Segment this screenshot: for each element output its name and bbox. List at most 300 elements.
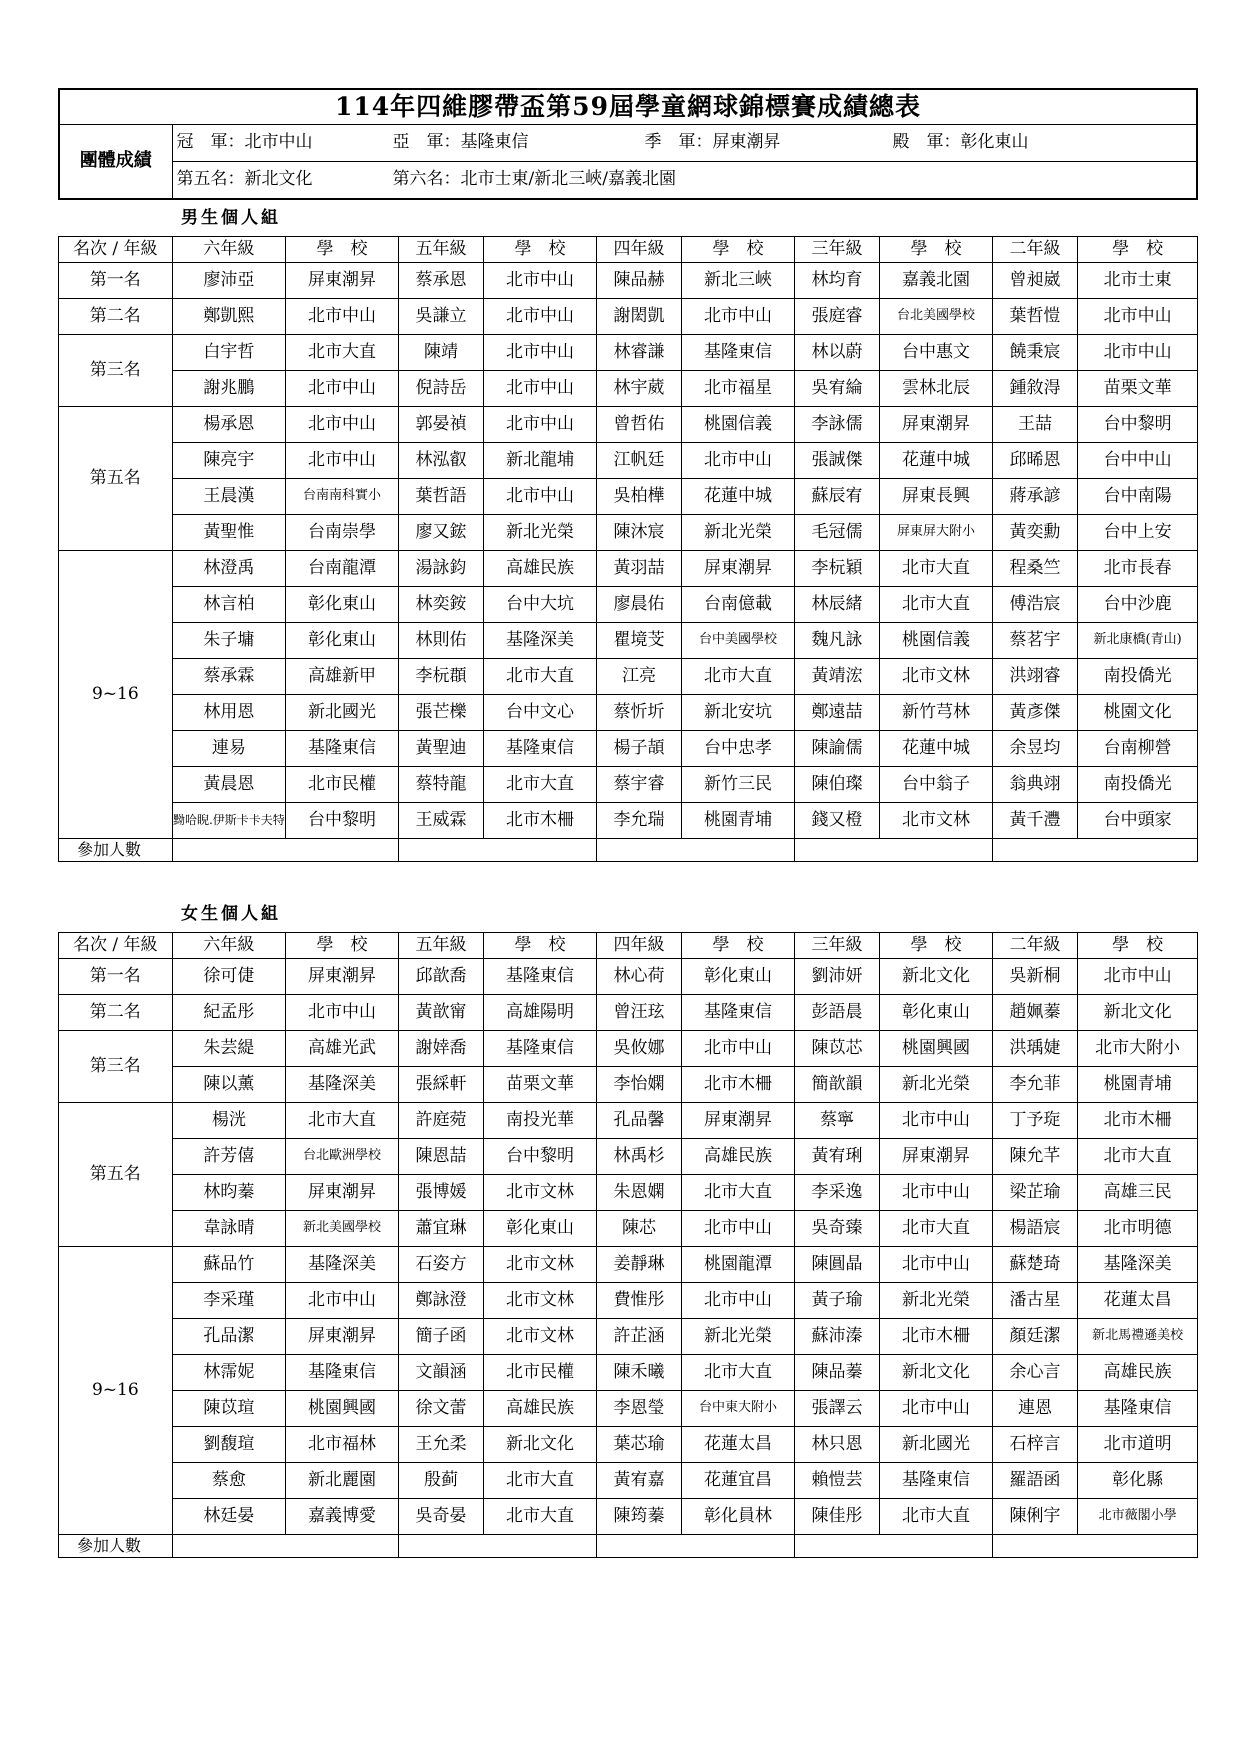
player-name-cell: 林廷晏 [172,1499,286,1535]
player-name-cell: 石梓言 [992,1427,1077,1463]
player-name-cell: 陳苡瑄 [172,1391,286,1427]
rank-cell: 第五名 [59,407,173,551]
table-row [59,1175,1198,1211]
table-row [59,1283,1198,1319]
player-name-cell: 林奕銨 [398,587,483,623]
player-name-cell: 林以蔚 [794,335,879,371]
table-row [59,443,1198,479]
school-cell: 北市民權 [484,1355,597,1391]
table-row [59,731,1198,767]
player-name-cell: 紀孟彤 [172,995,286,1031]
player-name-cell: 王喆 [992,407,1077,443]
school-cell: 北市福林 [286,1427,399,1463]
player-name-cell: 楊承恩 [172,407,286,443]
girls-section-title: 女生個人組 [181,904,281,924]
school-cell: 新北光榮 [880,1067,993,1103]
player-name-cell: 江亮 [596,659,681,695]
school-cell: 北市薇閣小學 [1078,1499,1198,1535]
player-name-cell: 葉芯瑜 [596,1427,681,1463]
team-runner-up: 亞 軍：基隆東信 [392,132,529,152]
player-name-cell: 蔡茗宇 [992,623,1077,659]
school-cell: 台中忠孝 [682,731,795,767]
player-name-cell: 張庭睿 [794,299,879,335]
school-cell: 彰化縣 [1078,1463,1198,1499]
rank-cell: 第五名 [59,1103,173,1247]
school-cell: 新竹三民 [682,767,795,803]
player-name-cell: 許庭菀 [398,1103,483,1139]
school-cell: 屏東潮昇 [286,1175,399,1211]
school-cell: 高雄民族 [484,1391,597,1427]
table-row [59,1463,1198,1499]
player-name-cell: 吳奇晏 [398,1499,483,1535]
school-cell: 北市中山 [682,1211,795,1247]
player-name-cell: 李杬頵 [398,659,483,695]
column-header: 學 校 [682,933,795,959]
school-cell: 台中黎明 [1078,407,1198,443]
player-name-cell: 劉沛妍 [794,959,879,995]
player-name-cell: 林用恩 [172,695,286,731]
school-cell: 新北龍埔 [484,443,597,479]
school-cell: 北市大直 [682,1175,795,1211]
player-name-cell: 韋詠晴 [172,1211,286,1247]
table-row [59,371,1198,407]
table-row [59,263,1198,299]
school-cell: 新北安坑 [682,695,795,731]
school-cell: 新北光榮 [880,1283,993,1319]
school-cell: 北市大直 [880,1211,993,1247]
school-cell: 台中惠文 [880,335,993,371]
school-cell: 北市大直 [286,1103,399,1139]
school-cell: 基隆東信 [484,731,597,767]
school-cell: 台中中山 [1078,443,1198,479]
player-name-cell: 吳柏樺 [596,479,681,515]
player-name-cell: 倪詩岳 [398,371,483,407]
player-name-cell: 林霈妮 [172,1355,286,1391]
player-name-cell: 鄭遠喆 [794,695,879,731]
player-name-cell: 楊語宸 [992,1211,1077,1247]
school-cell: 桃園興國 [286,1391,399,1427]
team-third: 季 軍：屏東潮昇 [644,132,781,152]
player-name-cell: 蔡忻圻 [596,695,681,731]
school-cell: 北市文林 [484,1175,597,1211]
player-name-cell: 葉哲愷 [992,299,1077,335]
player-name-cell: 蔡承霖 [172,659,286,695]
player-name-cell: 陳沐宸 [596,515,681,551]
column-header: 四年級 [596,933,681,959]
school-cell: 北市中山 [682,299,795,335]
player-name-cell: 黃靖浤 [794,659,879,695]
school-cell: 台中上安 [1078,515,1198,551]
school-cell: 北市中山 [286,995,399,1031]
boys-results-table [58,236,1198,862]
player-name-cell: 王允柔 [398,1427,483,1463]
player-name-cell: 林心荷 [596,959,681,995]
school-cell: 屏東屏大附小 [880,515,993,551]
school-cell: 嘉義博愛 [286,1499,399,1535]
player-name-cell: 李采瑾 [172,1283,286,1319]
column-header: 學 校 [880,933,993,959]
player-name-cell: 吳謙立 [398,299,483,335]
column-header: 三年級 [794,933,879,959]
school-cell: 新竹芎林 [880,695,993,731]
school-cell: 北市福星 [682,371,795,407]
player-name-cell: 蘇沛溱 [794,1319,879,1355]
participants-count-cell [172,839,398,862]
school-cell: 桃園青埔 [682,803,795,839]
rank-cell: 第一名 [59,263,173,299]
school-cell: 北市大直 [880,1499,993,1535]
player-name-cell: 費惟彤 [596,1283,681,1319]
school-cell: 高雄新甲 [286,659,399,695]
school-cell: 新北光榮 [484,515,597,551]
player-name-cell: 陳諭儒 [794,731,879,767]
player-name-cell: 朱芸緹 [172,1031,286,1067]
school-cell: 屏東潮昇 [682,551,795,587]
player-name-cell: 許芷涵 [596,1319,681,1355]
player-name-cell: 徐文蕾 [398,1391,483,1427]
rank-cell: 第二名 [59,995,173,1031]
table-row [59,995,1198,1031]
team-fourth: 殿 軍：彰化東山 [892,132,1029,152]
player-name-cell: 李恩瑩 [596,1391,681,1427]
player-name-cell: 余昱均 [992,731,1077,767]
school-cell: 新北三峽 [682,263,795,299]
table-row [59,1211,1198,1247]
school-cell: 北市大直 [286,335,399,371]
school-cell: 屏東潮昇 [286,1319,399,1355]
column-header: 三年級 [794,237,879,263]
school-cell: 新北康橋(青山) [1078,623,1198,659]
player-name-cell: 魏凡詠 [794,623,879,659]
school-cell: 屏東潮昇 [286,263,399,299]
table-row [59,1067,1198,1103]
team-fifth: 第五名：新北文化 [176,169,313,189]
team-results-line-1 [172,125,1197,162]
school-cell: 基隆深美 [286,1067,399,1103]
player-name-cell: 廖晨佑 [596,587,681,623]
school-cell: 基隆深美 [286,1247,399,1283]
player-name-cell: 黃宥嘉 [596,1463,681,1499]
player-name-cell: 彭語晨 [794,995,879,1031]
school-cell: 屏東長興 [880,479,993,515]
player-name-cell: 吳宥綸 [794,371,879,407]
player-name-cell: 余心言 [992,1355,1077,1391]
school-cell: 北市中山 [286,1283,399,1319]
school-cell: 高雄民族 [682,1139,795,1175]
school-cell: 北市士東 [1078,263,1198,299]
school-cell: 南投僑光 [1078,659,1198,695]
player-name-cell: 李怡嫻 [596,1067,681,1103]
school-cell: 台中頭家 [1078,803,1198,839]
school-cell: 花蓮中城 [880,731,993,767]
player-name-cell: 蔡承恩 [398,263,483,299]
school-cell: 北市長春 [1078,551,1198,587]
column-header: 五年級 [398,237,483,263]
school-cell: 台中沙鹿 [1078,587,1198,623]
player-name-cell: 陳允芊 [992,1139,1077,1175]
player-name-cell: 曾昶崴 [992,263,1077,299]
school-cell: 屏東潮昇 [880,1139,993,1175]
player-name-cell: 傅浩宸 [992,587,1077,623]
school-cell: 桃園龍潭 [682,1247,795,1283]
player-name-cell: 翁典翊 [992,767,1077,803]
player-name-cell: 張譯云 [794,1391,879,1427]
player-name-cell: 丁予琁 [992,1103,1077,1139]
school-cell: 北市道明 [1078,1427,1198,1463]
school-cell: 高雄光武 [286,1031,399,1067]
school-cell: 桃園文化 [1078,695,1198,731]
table-row [59,515,1198,551]
player-name-cell: 潘古星 [992,1283,1077,1319]
player-name-cell: 連易 [172,731,286,767]
player-name-cell: 陳品蓁 [794,1355,879,1391]
school-cell: 花蓮太昌 [682,1427,795,1463]
table-row [59,1391,1198,1427]
school-cell: 彰化東山 [484,1211,597,1247]
participants-count-cell [794,839,992,862]
school-cell: 彰化東山 [286,587,399,623]
column-header: 學 校 [286,237,399,263]
table-row [59,1355,1198,1391]
player-name-cell: 張綵軒 [398,1067,483,1103]
school-cell: 北市文林 [484,1283,597,1319]
player-name-cell: 殷蓟 [398,1463,483,1499]
school-cell: 高雄三民 [1078,1175,1198,1211]
school-cell: 新北文化 [484,1427,597,1463]
player-name-cell: 朱子墉 [172,623,286,659]
player-name-cell: 王威霖 [398,803,483,839]
school-cell: 高雄民族 [1078,1355,1198,1391]
participants-count-cell [596,839,794,862]
school-cell: 北市中山 [1078,959,1198,995]
school-cell: 北市中山 [484,299,597,335]
player-name-cell: 吳攸娜 [596,1031,681,1067]
table-row [59,551,1198,587]
table-row [59,299,1198,335]
player-name-cell: 洪瑀婕 [992,1031,1077,1067]
school-cell: 彰化員林 [682,1499,795,1535]
player-name-cell: 林泓叡 [398,443,483,479]
header-table [58,88,1198,200]
school-cell: 台中翁子 [880,767,993,803]
player-name-cell: 梁芷瑜 [992,1175,1077,1211]
player-name-cell: 陳靖 [398,335,483,371]
school-cell: 新北馬禮遜美校 [1078,1319,1198,1355]
player-name-cell: 姜靜琳 [596,1247,681,1283]
player-name-cell: 鄭凱熙 [172,299,286,335]
school-cell: 北市中山 [682,443,795,479]
school-cell: 北市大直 [880,551,993,587]
player-name-cell: 黃聖惟 [172,515,286,551]
school-cell: 新北文化 [1078,995,1198,1031]
player-name-cell: 黃子瑜 [794,1283,879,1319]
school-cell: 基隆深美 [1078,1247,1198,1283]
player-name-cell: 李杬穎 [794,551,879,587]
school-cell: 北市木柵 [682,1067,795,1103]
school-cell: 花蓮太昌 [1078,1283,1198,1319]
column-header: 名次 / 年級 [59,933,173,959]
school-cell: 彰化東山 [286,623,399,659]
school-cell: 北市大直 [484,1499,597,1535]
table-row [59,767,1198,803]
participants-count-cell [398,1535,596,1558]
player-name-cell: 劉馥瑄 [172,1427,286,1463]
player-name-cell: 許芳僖 [172,1139,286,1175]
player-name-cell: 葉哲語 [398,479,483,515]
school-cell: 基隆東信 [682,335,795,371]
player-name-cell: 林宇葳 [596,371,681,407]
school-cell: 基隆東信 [484,959,597,995]
player-name-cell: 錢又橙 [794,803,879,839]
table-row [59,587,1198,623]
player-name-cell: 黃千灃 [992,803,1077,839]
school-cell: 台北美國學校 [880,299,993,335]
player-name-cell: 李允瑞 [596,803,681,839]
school-cell: 屏東潮昇 [286,959,399,995]
player-name-cell: 陳伯璨 [794,767,879,803]
school-cell: 台中大坑 [484,587,597,623]
school-cell: 北市大直 [1078,1139,1198,1175]
school-cell: 高雄陽明 [484,995,597,1031]
player-name-cell: 林昀蓁 [172,1175,286,1211]
school-cell: 基隆東信 [286,1355,399,1391]
player-name-cell: 陳苡芯 [794,1031,879,1067]
player-name-cell: 黃彥傑 [992,695,1077,731]
school-cell: 台中黎明 [484,1139,597,1175]
school-cell: 南投光華 [484,1103,597,1139]
column-header: 學 校 [1078,237,1198,263]
school-cell: 台中文心 [484,695,597,731]
table-row [59,1031,1198,1067]
player-name-cell: 林只恩 [794,1427,879,1463]
player-name-cell: 白宇哲 [172,335,286,371]
player-name-cell: 陳芯 [596,1211,681,1247]
school-cell: 台中東大附小 [682,1391,795,1427]
school-cell: 北市木柵 [484,803,597,839]
player-name-cell: 陳俐宇 [992,1499,1077,1535]
school-cell: 台南柳營 [1078,731,1198,767]
player-name-cell: 林禹杉 [596,1139,681,1175]
player-name-cell: 蘇品竹 [172,1247,286,1283]
rank-cell: 第三名 [59,335,173,407]
player-name-cell: 黝哈睨.伊斯卡卡夫特 [172,803,286,839]
player-name-cell: 廖又鋐 [398,515,483,551]
team-results-label: 團體成績 [59,125,172,200]
school-cell: 台中黎明 [286,803,399,839]
player-name-cell: 張誠傑 [794,443,879,479]
rank-cell: 9~16 [59,1247,173,1535]
player-name-cell: 楊洸 [172,1103,286,1139]
school-cell: 台中美國學校 [682,623,795,659]
player-name-cell: 吳奇臻 [794,1211,879,1247]
player-name-cell: 謝閎凱 [596,299,681,335]
school-cell: 北市民權 [286,767,399,803]
school-cell: 花蓮宜昌 [682,1463,795,1499]
player-name-cell: 黃聖迪 [398,731,483,767]
school-cell: 北市中山 [286,299,399,335]
team-results-line-2 [172,162,1197,200]
school-cell: 台南南科實小 [286,479,399,515]
school-cell: 北市中山 [880,1391,993,1427]
player-name-cell: 文韻涵 [398,1355,483,1391]
school-cell: 新北光榮 [682,515,795,551]
school-cell: 基隆東信 [1078,1391,1198,1427]
player-name-cell: 鄭詠澄 [398,1283,483,1319]
table-row [59,1427,1198,1463]
school-cell: 花蓮中城 [880,443,993,479]
table-row [59,479,1198,515]
results-document [58,88,1198,1558]
school-cell: 北市大附小 [1078,1031,1198,1067]
school-cell: 北市大直 [484,767,597,803]
player-name-cell: 廖沛亞 [172,263,286,299]
player-name-cell: 陳以薰 [172,1067,286,1103]
table-row [59,1319,1198,1355]
girls-results-table [58,932,1198,1558]
rank-cell: 第二名 [59,299,173,335]
school-cell: 北市中山 [286,371,399,407]
school-cell: 新北文化 [880,1355,993,1391]
boys-section-title: 男生個人組 [181,208,281,228]
player-name-cell: 林言柏 [172,587,286,623]
school-cell: 北市中山 [682,1283,795,1319]
school-cell: 北市中山 [286,407,399,443]
table-row [59,659,1198,695]
school-cell: 台北歐洲學校 [286,1139,399,1175]
player-name-cell: 洪翊睿 [992,659,1077,695]
player-name-cell: 孔品潔 [172,1319,286,1355]
school-cell: 北市中山 [484,263,597,299]
school-cell: 台中南陽 [1078,479,1198,515]
table-row [59,1247,1198,1283]
player-name-cell: 蔡宇睿 [596,767,681,803]
player-name-cell: 郭晏禎 [398,407,483,443]
player-name-cell: 黃羽喆 [596,551,681,587]
player-name-cell: 簡歆韻 [794,1067,879,1103]
school-cell: 桃園興國 [880,1031,993,1067]
player-name-cell: 蘇辰宥 [794,479,879,515]
school-cell: 北市大直 [682,1355,795,1391]
player-name-cell: 黃宥琍 [794,1139,879,1175]
school-cell: 彰化東山 [880,995,993,1031]
player-name-cell: 陳圓晶 [794,1247,879,1283]
player-name-cell: 林辰緒 [794,587,879,623]
player-name-cell: 陳禾曦 [596,1355,681,1391]
school-cell: 北市中山 [484,335,597,371]
player-name-cell: 楊子頡 [596,731,681,767]
school-cell: 新北國光 [880,1427,993,1463]
school-cell: 北市中山 [880,1103,993,1139]
player-name-cell: 石姿方 [398,1247,483,1283]
column-header: 四年級 [596,237,681,263]
school-cell: 北市木柵 [880,1319,993,1355]
school-cell: 屏東潮昇 [682,1103,795,1139]
participants-count-cell [398,839,596,862]
table-row [59,695,1198,731]
school-cell: 基隆東信 [880,1463,993,1499]
player-name-cell: 連恩 [992,1391,1077,1427]
table-row [59,1103,1198,1139]
player-name-cell: 邱晞恩 [992,443,1077,479]
school-cell: 北市中山 [286,443,399,479]
player-name-cell: 林則佑 [398,623,483,659]
player-name-cell: 朱恩嫻 [596,1175,681,1211]
rank-cell: 第一名 [59,959,173,995]
column-header: 六年級 [172,237,286,263]
participants-count-cell [992,839,1197,862]
player-name-cell: 王晨漢 [172,479,286,515]
school-cell: 雲林北辰 [880,371,993,407]
